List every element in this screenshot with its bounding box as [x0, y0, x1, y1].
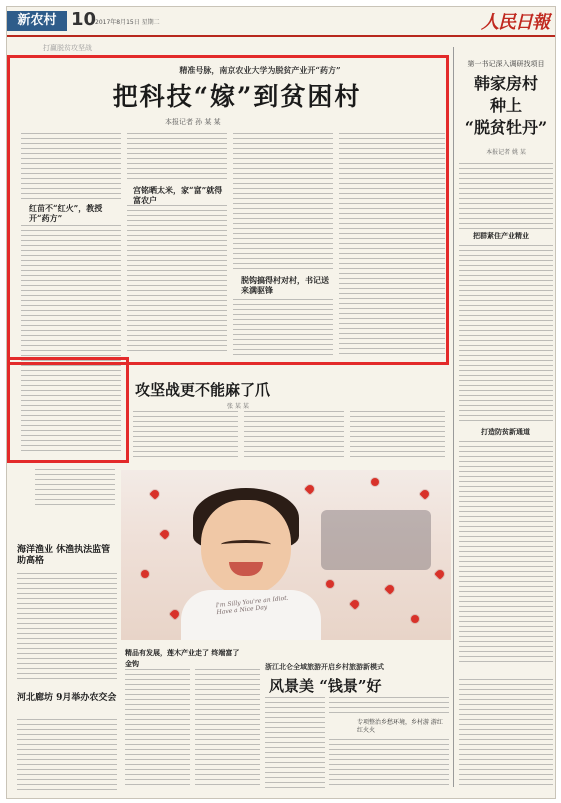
sidebar-body: [459, 441, 553, 663]
bead-decoration: [411, 615, 419, 623]
second-article-body: [133, 411, 238, 461]
second-article-byline: 张 某 某: [227, 403, 249, 410]
main-article-byline: 本报记者 孙 某 某: [165, 118, 221, 126]
sidebar-title-line: 韩家房村: [473, 74, 538, 93]
bead-decoration: [371, 478, 379, 486]
main-article-kicker: 精准号脉，南京农业大学为脱贫产业开“药方”: [179, 65, 341, 75]
left-brief-title: 河北廊坊 9月举办农交会: [17, 693, 117, 703]
second-article-body: [244, 411, 344, 461]
newspaper-page: [6, 6, 556, 799]
lower-article-body: [329, 697, 449, 715]
second-article-title: 攻坚战更不能麻了爪: [135, 381, 271, 399]
bead-decoration: [349, 598, 360, 609]
page-number: 10: [71, 9, 97, 30]
left-brief-title: 海洋渔业 休渔执法监管助高格: [17, 545, 111, 566]
bead-decoration: [149, 488, 160, 499]
lower-article-body: [329, 739, 449, 789]
sidebar-subhead: 打造防贫新通道: [481, 427, 551, 437]
lower-mid-body: [125, 669, 190, 789]
bead-decoration: [326, 580, 334, 588]
feature-photo: [121, 470, 451, 640]
section-tab: 新农村: [7, 11, 67, 31]
left-brief-body: [17, 573, 117, 683]
sidebar-body: [459, 679, 553, 789]
lower-mid-body: [195, 669, 260, 789]
bead-decoration: [169, 608, 180, 619]
lower-article-kicker: 浙江北仑全域旅游开启乡村旅游新模式: [265, 662, 384, 671]
main-article-subhead: 宫铭晒太米，家“富”就得富农户: [133, 185, 223, 205]
sidebar-body: [459, 245, 553, 425]
sidebar-kicker: 第一书记深入调研找项目: [467, 60, 545, 68]
highlight-box-left: [7, 357, 129, 463]
bead-decoration: [434, 568, 445, 579]
bead-decoration: [384, 583, 395, 594]
sidebar-title-line: 种上: [489, 96, 522, 115]
lower-article-subhead: 专项整治乡愁环境，乡村游 游红红火火: [357, 719, 443, 734]
lower-article-body: [265, 697, 325, 789]
bead-decoration: [159, 528, 170, 539]
sidebar-title-line: “脱贫牡丹”: [464, 118, 548, 137]
second-article-body: [350, 411, 445, 461]
issue-date: 2017年8月15日 星期二: [95, 19, 160, 26]
column-divider: [453, 47, 454, 787]
bead-decoration: [304, 483, 315, 494]
sidebar-title: [459, 73, 553, 139]
photo-shirt-text: I'm Silly You're an Idiot. Have a Nice Day: [215, 594, 289, 617]
main-article-title: 把科技“嫁”到贫困村: [112, 82, 362, 111]
masthead: [7, 7, 555, 37]
column-kicker: 打赢脱贫攻坚战: [43, 44, 92, 52]
photo-background-people: [321, 510, 431, 570]
left-brief-body: [17, 719, 117, 791]
main-article-subhead: 脱钩搞得村对村，书记送来满驱锋: [241, 275, 329, 295]
photo-girl-eyes: [221, 540, 271, 549]
newspaper-logo: 人民日報: [481, 12, 549, 33]
lower-article-title: 风景美 “钱景”好: [269, 677, 382, 695]
bead-decoration: [141, 570, 149, 578]
sidebar-byline: 本报记者 姚 某: [486, 149, 526, 156]
sidebar-body: [459, 163, 553, 229]
lower-mid-title: 精品有发展，莲木产业走了 终端富了金钩: [125, 648, 240, 668]
left-brief-body: [35, 469, 115, 509]
bead-decoration: [419, 488, 430, 499]
highlight-box-main: [7, 55, 449, 365]
sidebar-subhead: 把群紧住产业精业: [473, 231, 553, 241]
main-article-subhead: 红苗不“红火”，教授开“药方”: [29, 203, 119, 223]
